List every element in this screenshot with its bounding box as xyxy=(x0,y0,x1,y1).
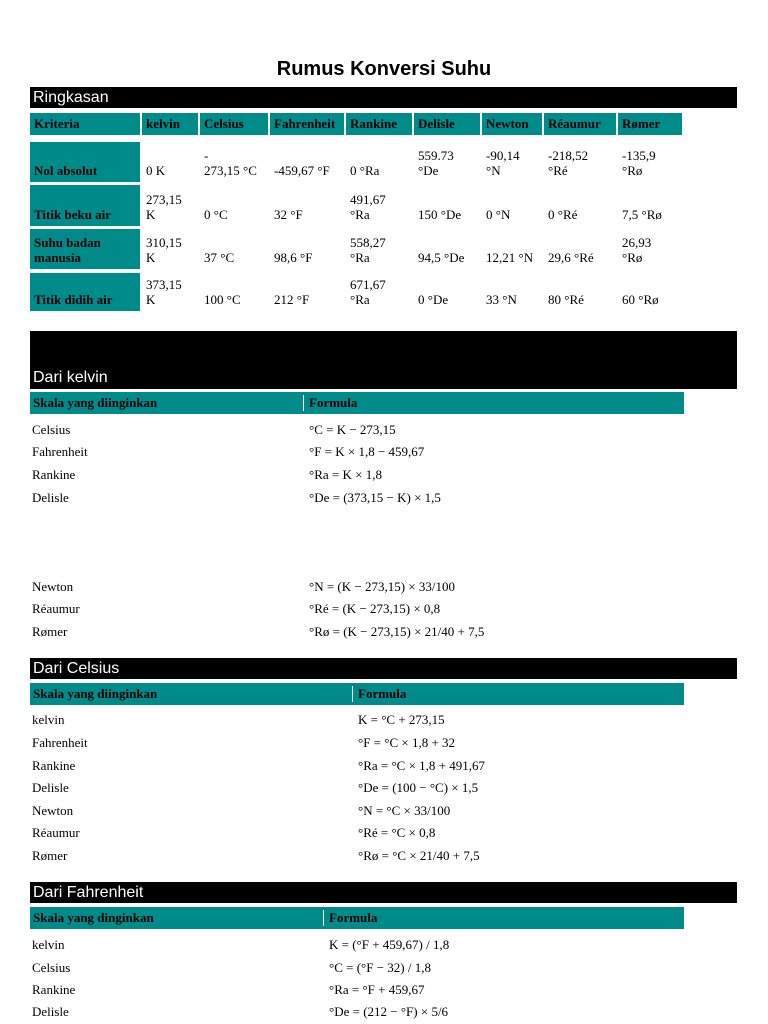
formula-expression: °Rø = (K − 273,15) × 21/40 + 7,5 xyxy=(309,624,485,639)
summary-cell: 491,67 °Ra xyxy=(350,192,386,222)
summary-col-kriteria: Kriteria xyxy=(30,113,140,135)
formula-scale: kelvin xyxy=(32,712,65,727)
summary-cell: 37 °C xyxy=(204,250,235,265)
from-fahrenheit-table-header xyxy=(30,907,684,929)
formula-scale: kelvin xyxy=(32,937,65,952)
summary-cell: 33 °N xyxy=(486,292,517,307)
formula-scale: Celsius xyxy=(32,960,71,975)
formula-scale: Fahrenheit xyxy=(32,444,88,459)
summary-cell: 80 °Ré xyxy=(548,292,584,307)
formula-expression: °Ra = °F + 459,67 xyxy=(329,982,425,997)
formula-scale: Newton xyxy=(32,803,74,818)
from-celsius-heading: Dari Celsius xyxy=(30,658,737,679)
from-kelvin-col2: Formula xyxy=(309,395,358,410)
summary-col-celsius: Celsius xyxy=(200,113,268,135)
summary-col-kelvin: kelvin xyxy=(142,113,198,135)
formula-scale: Delisle xyxy=(32,490,69,505)
formula-expression: °Ra = °C × 1,8 + 491,67 xyxy=(358,758,486,773)
formula-expression: °Ré = (K − 273,15) × 0,8 xyxy=(309,601,441,616)
summary-cell: 26,93 °Rø xyxy=(622,235,652,265)
summary-cell: 150 °De xyxy=(418,207,462,222)
formula-scale: Rømer xyxy=(32,624,68,639)
formula-expression: °C = (°F − 32) / 1,8 xyxy=(329,960,431,975)
summary-col-reaumur: Réaumur xyxy=(544,113,616,135)
summary-cell: 559.73 °De xyxy=(418,148,454,178)
formula-expression: °Ré = °C × 0,8 xyxy=(358,825,436,840)
summary-row-label: Nol absolut xyxy=(30,142,140,182)
summary-cell: 100 °C xyxy=(204,292,241,307)
formula-scale: Delisle xyxy=(32,1004,69,1019)
formula-scale: Newton xyxy=(32,579,74,594)
formula-scale: Rankine xyxy=(32,982,76,997)
summary-cell: -218,52 °Ré xyxy=(548,148,589,178)
summary-cell: 0 °N xyxy=(486,207,511,222)
formula-expression: °N = °C × 33/100 xyxy=(358,803,451,818)
summary-cell: 98,6 °F xyxy=(274,250,313,265)
from-kelvin-heading-text: Dari kelvin xyxy=(33,369,108,386)
formula-expression: °De = (373,15 − K) × 1,5 xyxy=(309,490,441,505)
summary-cell: 29,6 °Ré xyxy=(548,250,594,265)
formula-scale: Rankine xyxy=(32,758,76,773)
summary-col-rankine: Rankine xyxy=(346,113,412,135)
formula-expression: °C = K − 273,15 xyxy=(309,422,396,437)
formula-scale: Celsius xyxy=(32,422,71,437)
summary-cell: -135,9 °Rø xyxy=(622,148,656,178)
summary-cell: 671,67 °Ra xyxy=(350,277,386,307)
summary-row-label: Suhu badan manusia xyxy=(30,229,140,269)
from-celsius-col2: Formula xyxy=(358,686,407,701)
summary-cell: - 273,15 °C xyxy=(204,148,257,178)
summary-col-romer: Rømer xyxy=(618,113,682,135)
from-fahrenheit-col1: Skala yang dinginkan xyxy=(33,910,154,925)
summary-row-label: Titik didih air xyxy=(30,273,140,311)
formula-expression: °De = (212 − °F) × 5/6 xyxy=(329,1004,449,1019)
summary-cell: 310,15 K xyxy=(146,235,182,265)
formula-expression: K = °C + 273,15 xyxy=(358,712,445,727)
from-celsius-col1: Skala yang diinginkan xyxy=(33,686,158,701)
formula-scale: Rankine xyxy=(32,467,76,482)
formula-expression: °De = (100 − °C) × 1,5 xyxy=(358,780,479,795)
from-fahrenheit-col2: Formula xyxy=(329,910,378,925)
formula-expression: °F = K × 1,8 − 459,67 xyxy=(309,444,425,459)
summary-cell: 7,5 °Rø xyxy=(622,207,662,222)
summary-cell: 212 °F xyxy=(274,292,310,307)
page-title: Rumus Konversi Suhu xyxy=(276,58,492,80)
summary-cell: 273,15 K xyxy=(146,192,182,222)
from-fahrenheit-heading: Dari Fahrenheit xyxy=(30,882,737,903)
summary-cell: 94,5 °De xyxy=(418,250,465,265)
summary-cell: 0 °Ré xyxy=(548,207,578,222)
from-kelvin-col1: Skala yang diinginkan xyxy=(33,395,158,410)
summary-cell: 0 °Ra xyxy=(350,163,380,178)
formula-expression: °Rø = °C × 21/40 + 7,5 xyxy=(358,848,480,863)
summary-cell: 60 °Rø xyxy=(622,292,659,307)
summary-cell: 0 °De xyxy=(418,292,449,307)
summary-cell: 0 K xyxy=(146,163,166,178)
formula-scale: Réaumur xyxy=(32,825,80,840)
summary-cell: 12,21 °N xyxy=(486,250,534,265)
formula-expression: °N = (K − 273,15) × 33/100 xyxy=(309,579,455,594)
summary-row-label: Titik beku air xyxy=(30,185,140,226)
formula-expression: °F = °C × 1,8 + 32 xyxy=(358,735,456,750)
summary-cell: 558,27 °Ra xyxy=(350,235,386,265)
summary-cell: 32 °F xyxy=(274,207,303,222)
formula-expression: K = (°F + 459,67) / 1,8 xyxy=(329,937,450,952)
formula-expression: °Ra = K × 1,8 xyxy=(309,467,382,482)
from-celsius-table-header xyxy=(30,683,684,705)
summary-col-delisle: Delisle xyxy=(414,113,480,135)
formula-scale: Réaumur xyxy=(32,601,80,616)
summary-col-newton: Newton xyxy=(482,113,542,135)
formula-scale: Fahrenheit xyxy=(32,735,88,750)
summary-cell: 373,15 K xyxy=(146,277,182,307)
summary-cell: 0 °C xyxy=(204,207,228,222)
from-kelvin-table-header xyxy=(30,392,684,414)
from-kelvin-heading xyxy=(30,331,737,389)
formula-scale: Rømer xyxy=(32,848,68,863)
summary-cell: -90,14 °N xyxy=(486,148,520,178)
summary-cell: -459,67 °F xyxy=(274,163,330,178)
summary-col-fahrenheit: Fahrenheit xyxy=(270,113,344,135)
summary-heading: Ringkasan xyxy=(30,87,737,108)
formula-scale: Delisle xyxy=(32,780,69,795)
